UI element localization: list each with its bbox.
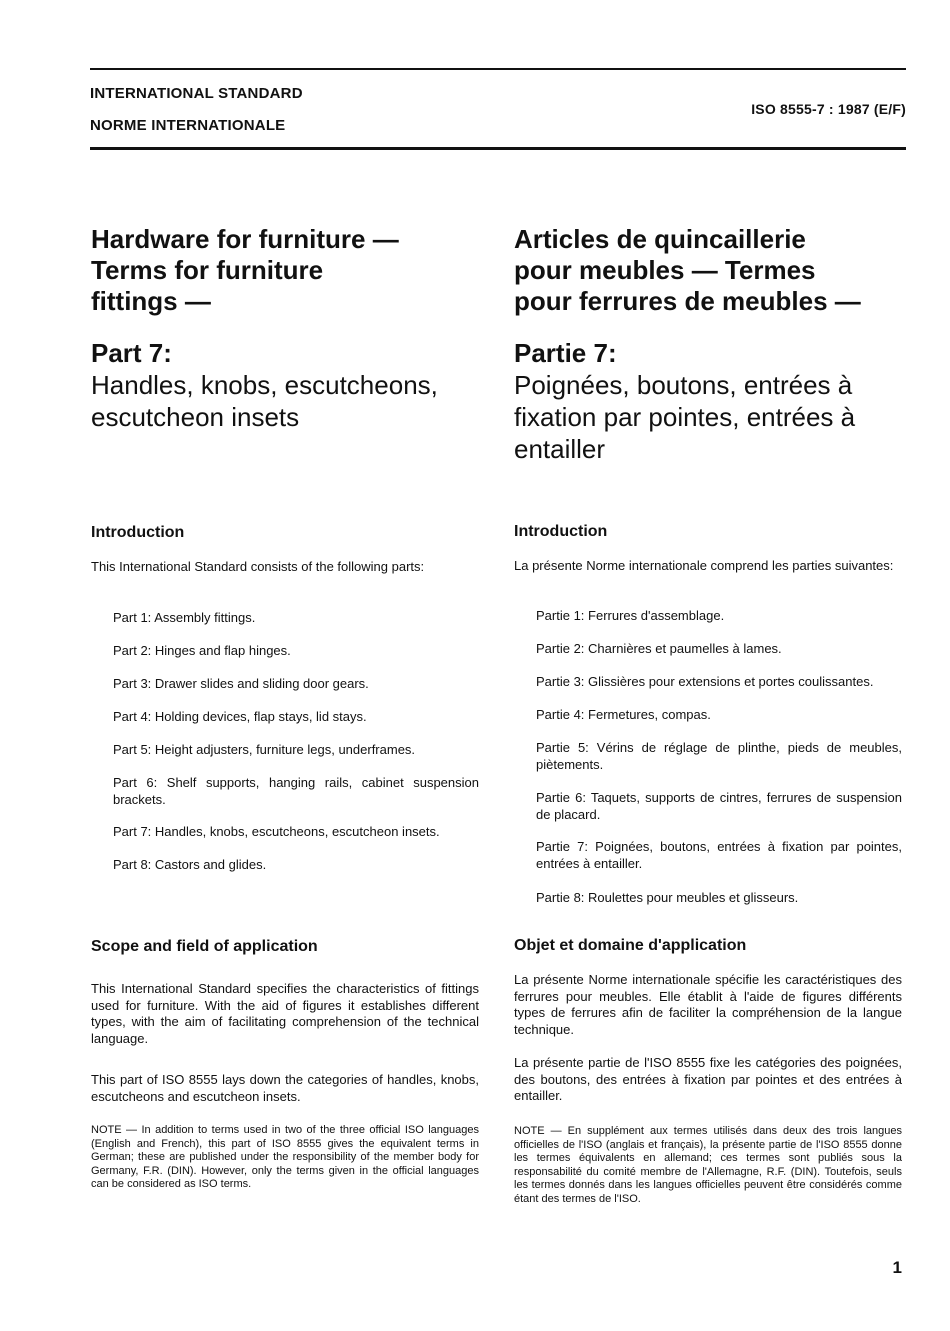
- subtitle-line: entailler: [514, 434, 606, 464]
- list-item: Part 2: Hinges and flap hinges.: [113, 643, 291, 658]
- part-en: [91, 338, 491, 433]
- title-line: Articles de quincaillerie: [514, 224, 806, 254]
- part-label: Partie 7:: [514, 338, 617, 368]
- part-label: Part 7:: [91, 338, 172, 368]
- intro-heading: Introduction: [91, 524, 185, 541]
- intro-text: La présente Norme internationale comprend les parties suivantes:: [514, 558, 894, 573]
- list-item: Part 1: Assembly fittings.: [113, 610, 256, 625]
- scope-paragraph: La présente partie de l'ISO 8555 fixe les catégories des poignées, des boutons, des entrées à fixation par pointes et des entrées à entailler.: [514, 1055, 902, 1103]
- list-item: Part 4: Holding devices, flap stays, lid stays.: [113, 709, 367, 724]
- subtitle-line: fixation par pointes, entrées à: [514, 402, 856, 432]
- intro-heading: Introduction: [514, 523, 608, 540]
- list-item: Part 7: Handles, knobs, escutcheons, escutcheon insets.: [113, 824, 440, 839]
- list-item: Partie 1: Ferrures d'assemblage.: [536, 608, 725, 623]
- subtitle-line: escutcheon insets: [91, 402, 300, 432]
- list-item: Partie 2: Charnières et paumelles à lames.: [536, 641, 782, 656]
- list-item: Part 8: Castors and glides.: [113, 857, 267, 872]
- english-column: [91, 0, 479, 1331]
- part-fr: [514, 338, 914, 465]
- title-fr: [514, 224, 914, 317]
- scope-heading: Objet et domaine d'application: [514, 937, 747, 954]
- list-item: Part 3: Drawer slides and sliding door gears.: [113, 676, 369, 691]
- subtitle-line: Poignées, boutons, entrées à: [514, 370, 853, 400]
- header-standard-fr: NORME INTERNATIONALE: [90, 117, 286, 134]
- page-number: 1: [892, 1258, 902, 1277]
- list-item: Part 6: Shelf supports, hanging rails, cabinet suspension brackets.: [113, 775, 479, 807]
- title-line: pour ferrures de meubles —: [514, 286, 861, 316]
- note-paragraph: NOTE — In addition to terms used in two of the three official ISO languages (English and French), this part of ISO 8555 gives the equivalent terms in German; these are published under the responsibility of the member body for Germany, F.R. (DIN). However, only the terms given in the official languages can be considered as ISO terms.: [91, 1124, 479, 1190]
- list-item: Partie 6: Taquets, supports de cintres, ferrures de suspension de placard.: [536, 790, 902, 822]
- header-reference: ISO 8555-7 : 1987 (E/F): [751, 101, 906, 117]
- subtitle-line: Handles, knobs, escutcheons,: [91, 370, 438, 400]
- header-standard-en: INTERNATIONAL STANDARD: [90, 85, 303, 102]
- scope-paragraph: This International Standard specifies the characteristics of fittings used for furniture. With the aid of figures it establishes different types, with the aim of facilitating comprehension of the technical language.: [91, 981, 479, 1046]
- list-item: Partie 4: Fermetures, compas.: [536, 707, 711, 722]
- title-line: pour meubles — Termes: [514, 255, 816, 285]
- title-line: Hardware for furniture —: [91, 224, 399, 254]
- intro-text: This International Standard consists of the following parts:: [91, 559, 425, 574]
- scope-heading: Scope and field of application: [91, 938, 318, 955]
- list-item: Part 5: Height adjusters, furniture legs, underframes.: [113, 742, 416, 757]
- title-line: Terms for furniture: [91, 255, 324, 285]
- list-item: Partie 5: Vérins de réglage de plinthe, pieds de meubles, piètements.: [536, 740, 902, 772]
- note-paragraph: NOTE — En supplément aux termes utilisés dans deux des trois langues officielles de l'ISO (anglais et français), la présente partie de l'ISO 8555 donne les termes équivalents en allemand; ces termes sont publiés sous la responsabilité du comité membre de l'Allemagne, R.F. (DIN). Toutefois, seuls les termes donnés dans les langues officielles peuvent être considérés comme étant des termes de l'ISO.: [514, 1125, 902, 1205]
- list-item: Partie 8: Roulettes pour meubles et glisseurs.: [536, 890, 799, 905]
- french-column: [514, 0, 902, 1331]
- title-line: fittings —: [91, 286, 211, 316]
- list-item: Partie 7: Poignées, boutons, entrées à fixation par pointes, entrées à entailler.: [536, 839, 902, 871]
- title-en: [91, 224, 491, 317]
- scope-paragraph: La présente Norme internationale spécifie les caractéristiques des ferrures pour meubles. Elle établit à l'aide de figures différents types de ferrures afin de faciliter la compréhension de la langue technique.: [514, 972, 902, 1037]
- list-item: Partie 3: Glissières pour extensions et portes coulissantes.: [536, 674, 874, 689]
- scope-paragraph: This part of ISO 8555 lays down the categories of handles, knobs, escutcheons and escutcheon insets.: [91, 1072, 479, 1104]
